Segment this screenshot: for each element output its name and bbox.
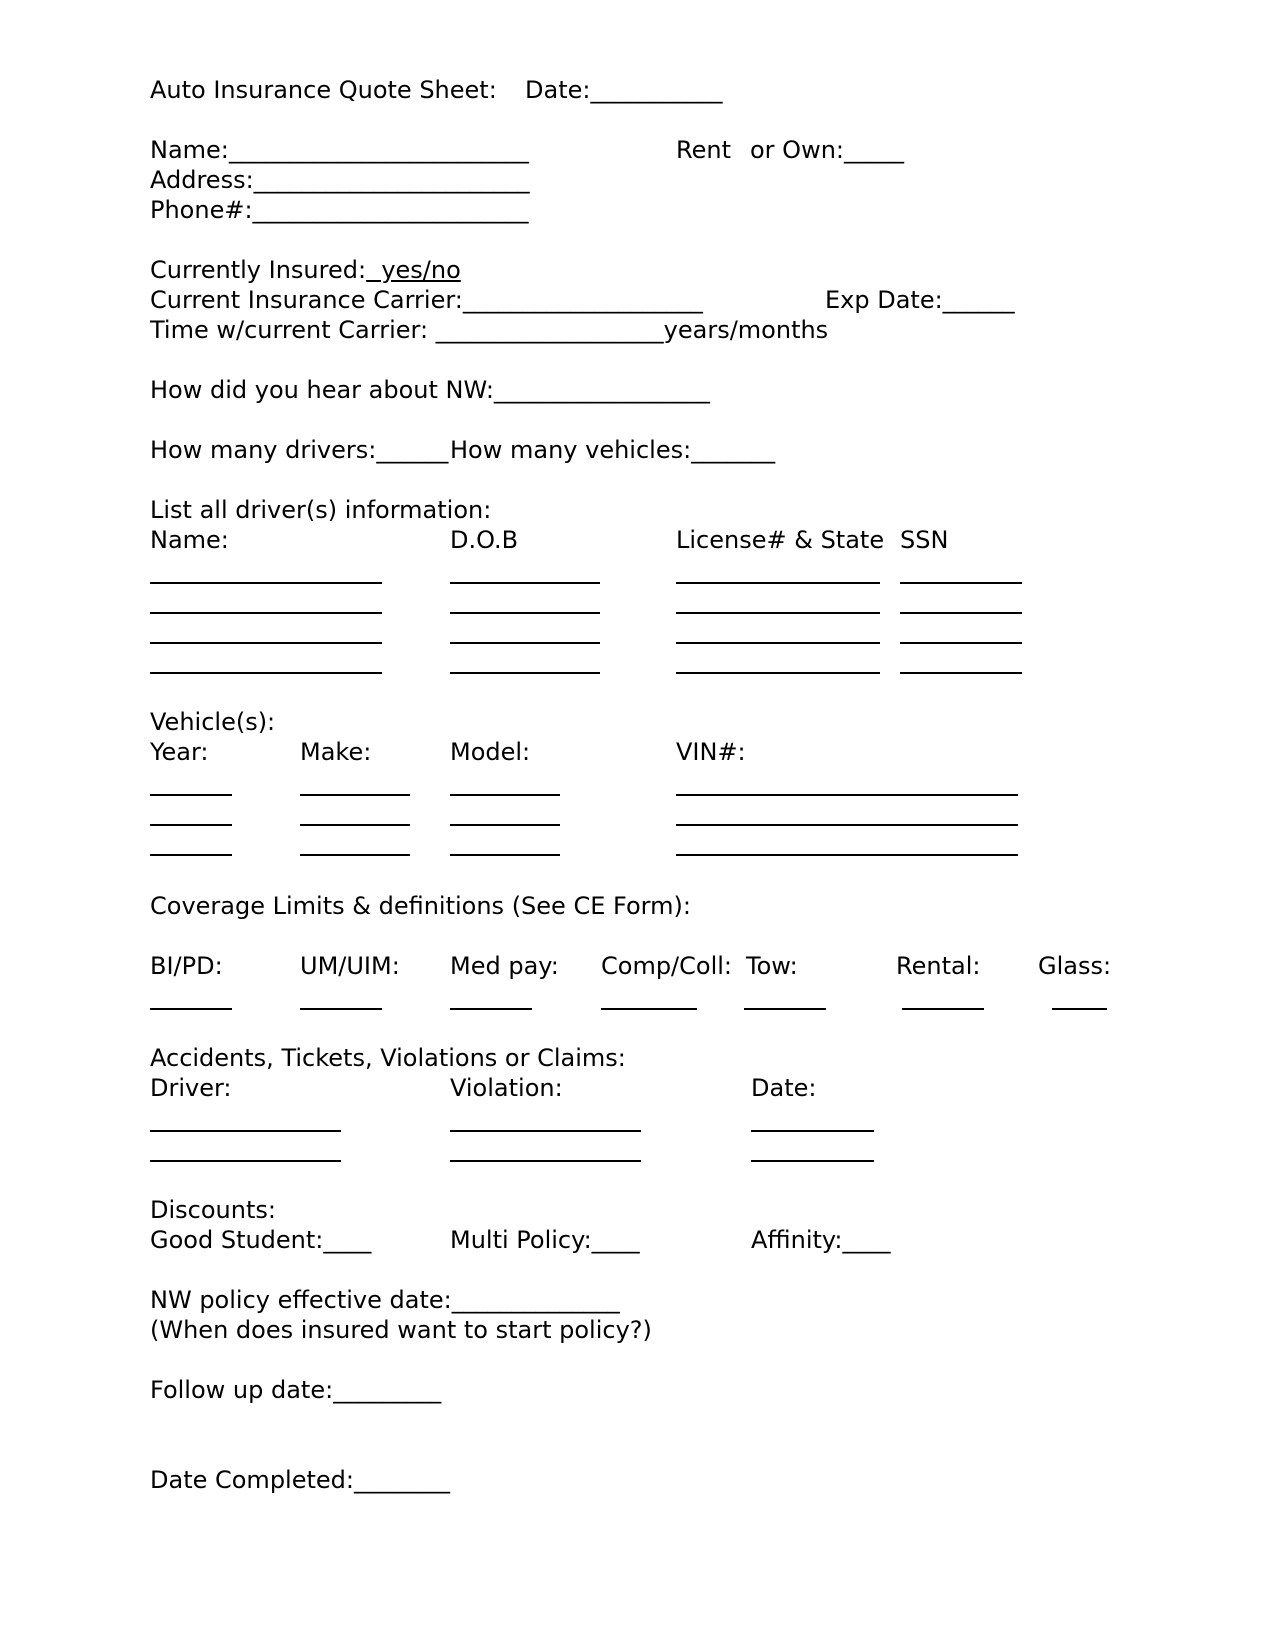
coverage-section-heading: Coverage Limits & definitions (See CE Form):: [150, 892, 691, 920]
vehicle-model-line[interactable]: [450, 854, 560, 856]
driver-name-line[interactable]: [150, 582, 382, 584]
vehicle-make-line[interactable]: [300, 794, 410, 796]
follow-up-date-field[interactable]: Follow up date:_________: [150, 1376, 442, 1404]
affinity-field[interactable]: Affinity:____: [751, 1226, 891, 1254]
exp-date-field[interactable]: Exp Date:______: [825, 286, 1015, 314]
currently-insured-row: [150, 256, 461, 284]
policy-effective-date-field[interactable]: NW policy effective date:______________: [150, 1286, 620, 1314]
coverage-umuim-label: UM/UIM:: [300, 952, 400, 980]
address-field[interactable]: Address:_______________________: [150, 166, 530, 194]
coverage-tow-label: Tow:: [746, 952, 798, 980]
violation-date-line[interactable]: [751, 1130, 874, 1132]
violation-col-driver: Driver:: [150, 1074, 232, 1102]
vehicle-year-line[interactable]: [150, 854, 232, 856]
coverage-compcoll-line[interactable]: [601, 1008, 697, 1010]
driver-col-name: Name:: [150, 526, 229, 554]
vehicle-col-make: Make:: [300, 738, 372, 766]
vehicle-vin-line[interactable]: [676, 824, 1018, 826]
discounts-section-heading: Discounts:: [150, 1196, 276, 1224]
coverage-rental-label: Rental:: [896, 952, 981, 980]
driver-name-line[interactable]: [150, 612, 382, 614]
driver-dob-line[interactable]: [450, 612, 600, 614]
violation-violation-line[interactable]: [450, 1130, 641, 1132]
coverage-medpay-line[interactable]: [450, 1008, 532, 1010]
vehicle-col-vin: VIN#:: [676, 738, 746, 766]
violation-violation-line[interactable]: [450, 1160, 641, 1162]
currently-insured-label: Currently Insured:: [150, 256, 367, 284]
good-student-field[interactable]: Good Student:____: [150, 1226, 372, 1254]
vehicle-col-year: Year:: [150, 738, 209, 766]
coverage-tow-line[interactable]: [744, 1008, 826, 1010]
coverage-glass-line[interactable]: [1052, 1008, 1107, 1010]
coverage-compcoll-label: Comp/Coll:: [601, 952, 733, 980]
vehicle-year-line[interactable]: [150, 794, 232, 796]
violation-col-date: Date:: [751, 1074, 817, 1102]
driver-dob-line[interactable]: [450, 642, 600, 644]
driver-name-line[interactable]: [150, 642, 382, 644]
coverage-medpay-label: Med pay:: [450, 952, 559, 980]
driver-dob-line[interactable]: [450, 672, 600, 674]
time-with-carrier-field[interactable]: Time w/current Carrier: ___________________years/months: [150, 316, 829, 344]
coverage-rental-line[interactable]: [902, 1008, 984, 1010]
driver-ssn-line[interactable]: [900, 642, 1022, 644]
driver-license-line[interactable]: [676, 612, 880, 614]
driver-dob-line[interactable]: [450, 582, 600, 584]
violation-driver-line[interactable]: [150, 1160, 341, 1162]
vehicles-count-field[interactable]: How many vehicles:_______: [450, 436, 776, 464]
form-title: Auto Insurance Quote Sheet:: [150, 76, 497, 104]
vehicle-col-model: Model:: [450, 738, 531, 766]
referral-field[interactable]: How did you hear about NW:__________________: [150, 376, 710, 404]
vehicle-vin-line[interactable]: [676, 854, 1018, 856]
driver-ssn-line[interactable]: [900, 672, 1022, 674]
coverage-bipd-line[interactable]: [150, 1008, 232, 1010]
drivers-count-field[interactable]: How many drivers:______: [150, 436, 449, 464]
coverage-glass-label: Glass:: [1038, 952, 1112, 980]
vehicle-make-line[interactable]: [300, 854, 410, 856]
drivers-section-heading: List all driver(s) information:: [150, 496, 492, 524]
driver-license-line[interactable]: [676, 642, 880, 644]
vehicle-year-line[interactable]: [150, 824, 232, 826]
date-completed-field[interactable]: Date Completed:________: [150, 1466, 450, 1494]
name-field[interactable]: Name:_________________________: [150, 136, 529, 164]
coverage-bipd-label: BI/PD:: [150, 952, 223, 980]
multi-policy-field[interactable]: Multi Policy:____: [450, 1226, 640, 1254]
driver-col-dob: D.O.B: [450, 526, 519, 554]
driver-license-line[interactable]: [676, 582, 880, 584]
violations-section-heading: Accidents, Tickets, Violations or Claims:: [150, 1044, 626, 1072]
phone-field[interactable]: Phone#:_______________________: [150, 196, 529, 224]
driver-col-license: License# & State: [676, 526, 885, 554]
driver-ssn-line[interactable]: [900, 612, 1022, 614]
vehicle-model-line[interactable]: [450, 824, 560, 826]
violation-driver-line[interactable]: [150, 1130, 341, 1132]
currently-insured-options[interactable]: yes/no: [366, 256, 461, 284]
vehicle-model-line[interactable]: [450, 794, 560, 796]
violation-date-line[interactable]: [751, 1160, 874, 1162]
vehicle-vin-line[interactable]: [676, 794, 1018, 796]
driver-name-line[interactable]: [150, 672, 382, 674]
driver-ssn-line[interactable]: [900, 582, 1022, 584]
coverage-umuim-line[interactable]: [300, 1008, 382, 1010]
rent-label: Rent: [676, 136, 731, 164]
driver-license-line[interactable]: [676, 672, 880, 674]
driver-col-ssn: SSN: [900, 526, 949, 554]
vehicles-section-heading: Vehicle(s):: [150, 708, 276, 736]
vehicle-make-line[interactable]: [300, 824, 410, 826]
date-field[interactable]: Date:___________: [525, 76, 723, 104]
violation-col-violation: Violation:: [450, 1074, 563, 1102]
policy-effective-date-note: (When does insured want to start policy?): [150, 1316, 652, 1344]
current-carrier-field[interactable]: Current Insurance Carrier:____________________: [150, 286, 703, 314]
own-field[interactable]: or Own:_____: [750, 136, 904, 164]
